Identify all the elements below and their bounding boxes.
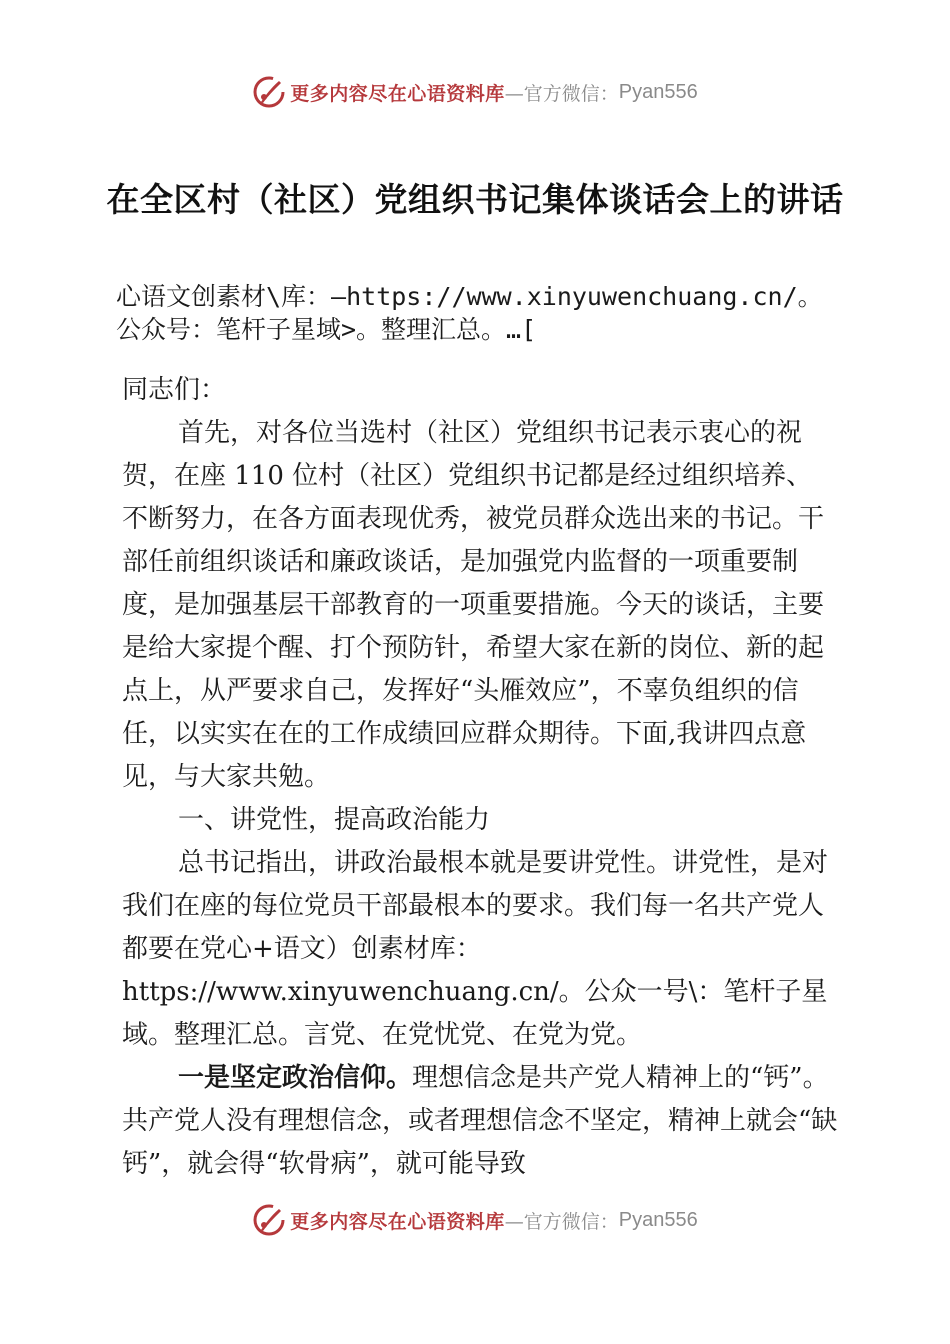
banner-wechat-id: Pyan556 <box>618 80 698 103</box>
source-line: 心语文创素材\库：—https://www.xinyuwenchuang.cn/。 <box>116 282 823 311</box>
banner-slogan: 更多内容尽在心语资料库 <box>290 82 505 105</box>
brush-logo-icon <box>252 1203 286 1237</box>
source-notice <box>116 280 856 346</box>
document-body <box>122 369 838 1186</box>
paragraph-lead: 一是坚定政治信仰。 <box>178 1063 413 1093</box>
paragraph <box>122 1057 838 1186</box>
source-line: 公众号：笔杆子星域>。整理汇总。…[ <box>116 315 537 344</box>
banner-wechat-label: —官方微信： <box>504 82 619 105</box>
greeting: 同志们： <box>122 375 227 405</box>
paragraph: 首先，对各位当选村（社区）党组织书记表示衷心的祝贺，在座 110 位村（社区）党组织书记都是经过组织培养、不断努力，在各方面表现优秀，被党员群众选出来的书记。干部任前组织谈话和廉政谈话，是加强党内监督的一项重要制度，是加强基层干部教育的一项重要措施。今天的谈话，主要是给大家提个醒、打个预防针，希望大家在新的岗位、新的起点上，从严要求自己，发挥好“头雁效应”，不辜负组织的信任，以实实在在的工作成绩回应群众期待。下面,我讲四点意见，与大家共勉。 <box>122 418 825 792</box>
paragraph: 总书记指出，讲政治最根本就是要讲党性。讲党性，是对我们在座的每位党员干部最根本的要求。我们每一名共产党人都要在党心+语文）创素材库：https://www.xinyuwenchuang.cn/。公众一号\：笔杆子星域。整理汇总。言党、在党忧党、在党为党。 <box>122 848 829 1050</box>
header-banner <box>0 72 950 112</box>
paragraph-text: 理想信念是共产党人精神上的“钙”。共产党人没有理想信念，或者理想信念不坚定，精神上就会“缺钙”，就会得“软骨病”，就可能导致 <box>122 1063 838 1179</box>
banner-wechat-id: Pyan556 <box>618 1208 698 1231</box>
footer-banner <box>0 1200 950 1240</box>
banner-slogan: 更多内容尽在心语资料库 <box>290 1210 505 1233</box>
section-heading: 一、讲党性，提高政治能力 <box>178 805 491 835</box>
banner-wechat-label: —官方微信： <box>504 1210 619 1233</box>
brush-logo-icon <box>252 75 286 109</box>
document-title: 在全区村（社区）党组织书记集体谈话会上的讲话 <box>106 180 844 219</box>
